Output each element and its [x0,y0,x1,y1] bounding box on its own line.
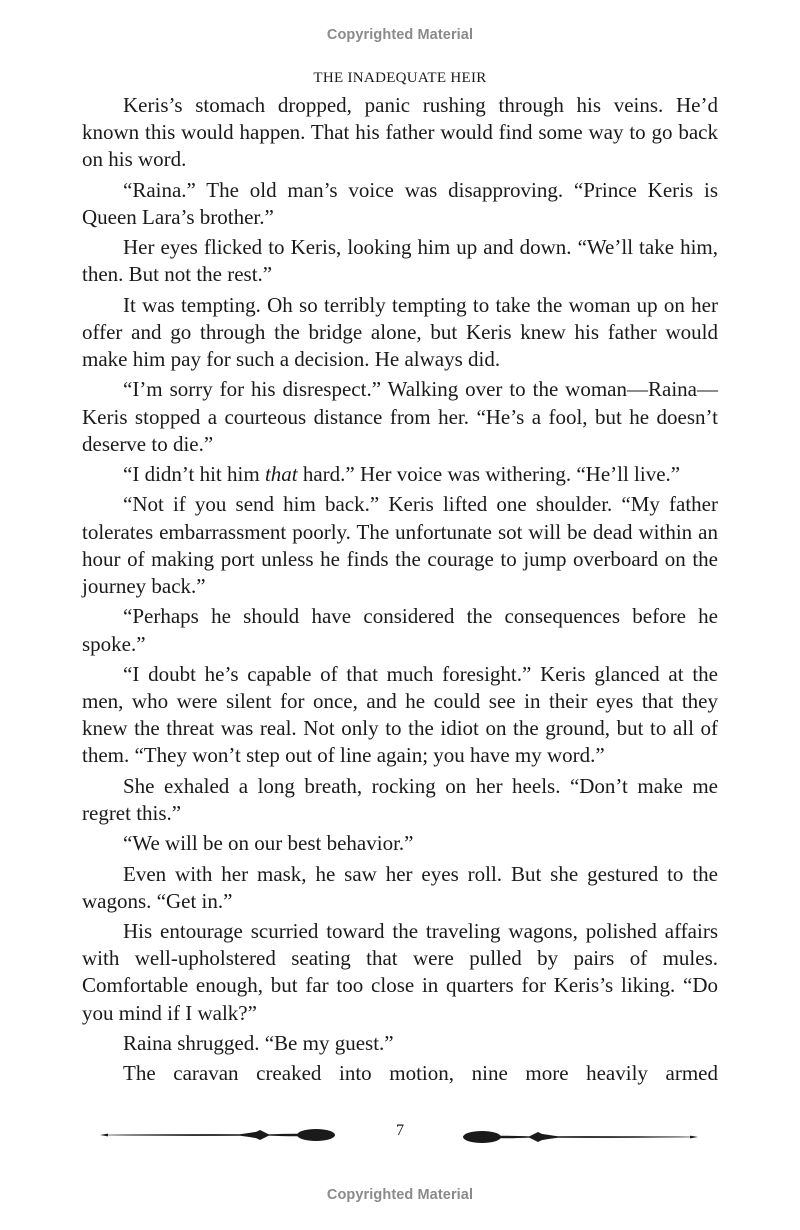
paragraph-5: “I’m sorry for his disrespect.” Walking over to the woman—Raina—Keris stopped a courteous distance from her. “He’s a fool, but he doesn’t deserve to die.” [82,377,718,456]
paragraph-9: “I doubt he’s capable of that much foresight.” Keris glanced at the men, who were silent for once, and he could see in their eyes that they knew the threat was real. Not only to the idiot on the ground, but to all of them. “They won’t step out of line again; you have my word.” [82,661,718,768]
paragraph-4: It was tempting. Oh so terribly tempting to take the woman up on her offer and go through the bridge alone, but Keris knew his father would make him pay for such a decision. He always did. [82,292,718,372]
running-head: THE INADEQUATE HEIR [313,70,487,86]
paragraph-12: Even with her mask, he saw her eyes roll. But she gestured to the wagons. “Get in.” [82,861,718,913]
body-text [82,92,718,1091]
copyright-watermark-bottom: Copyrighted Material [326,1187,474,1203]
paragraph-7: “Not if you send him back.” Keris lifted one shoulder. “My father tolerates embarrassment poorly. The unfortunate sot will be dead within an hour of making port unless he finds the courage to jump overboard on the journey back.” [82,492,718,599]
paragraph-11: “We will be on our best behavior.” [123,831,414,856]
paragraph-2: “Raina.” The old man’s voice was disapproving. “Prince Keris is Queen Lara’s brother.” [82,177,718,229]
paragraph-6 [82,461,718,488]
paragraph-3: Her eyes flicked to Keris, looking him up and down. “We’ll take him, then. But not the rest.” [82,235,718,287]
paragraph-1: Keris’s stomach dropped, panic rushing through his veins. He’d known this would happen. That his father would find some way to go back on his word. [82,93,718,172]
flourish-left-icon [100,1124,336,1146]
paragraph-6-after: hard.” Her voice was withering. “He’ll live.” [297,462,681,487]
copyright-watermark-top: Copyrighted Material [326,27,474,43]
page-number: 7 [396,1122,404,1139]
paragraph-6-before: “I didn’t hit him [123,462,265,487]
page-footer [0,1120,800,1150]
paragraph-8: “Perhaps he should have considered the consequences before he spoke.” [82,604,718,656]
paragraph-14: Raina shrugged. “Be my guest.” [123,1030,394,1055]
paragraph-13: His entourage scurried toward the traveling wagons, polished affairs with well-upholstered seating that were pulled by pairs of mules. Comfortable enough, but far too close in quarters for Keris’s liking. “Do you mind if I walk?” [82,919,718,1025]
paragraph-15: The caravan creaked into motion, nine more heavily armed [123,1061,718,1086]
paragraph-6-emphasis: that [264,462,298,487]
flourish-right-icon [462,1126,698,1148]
paragraph-10: She exhaled a long breath, rocking on her heels. “Don’t make me regret this.” [82,773,718,825]
